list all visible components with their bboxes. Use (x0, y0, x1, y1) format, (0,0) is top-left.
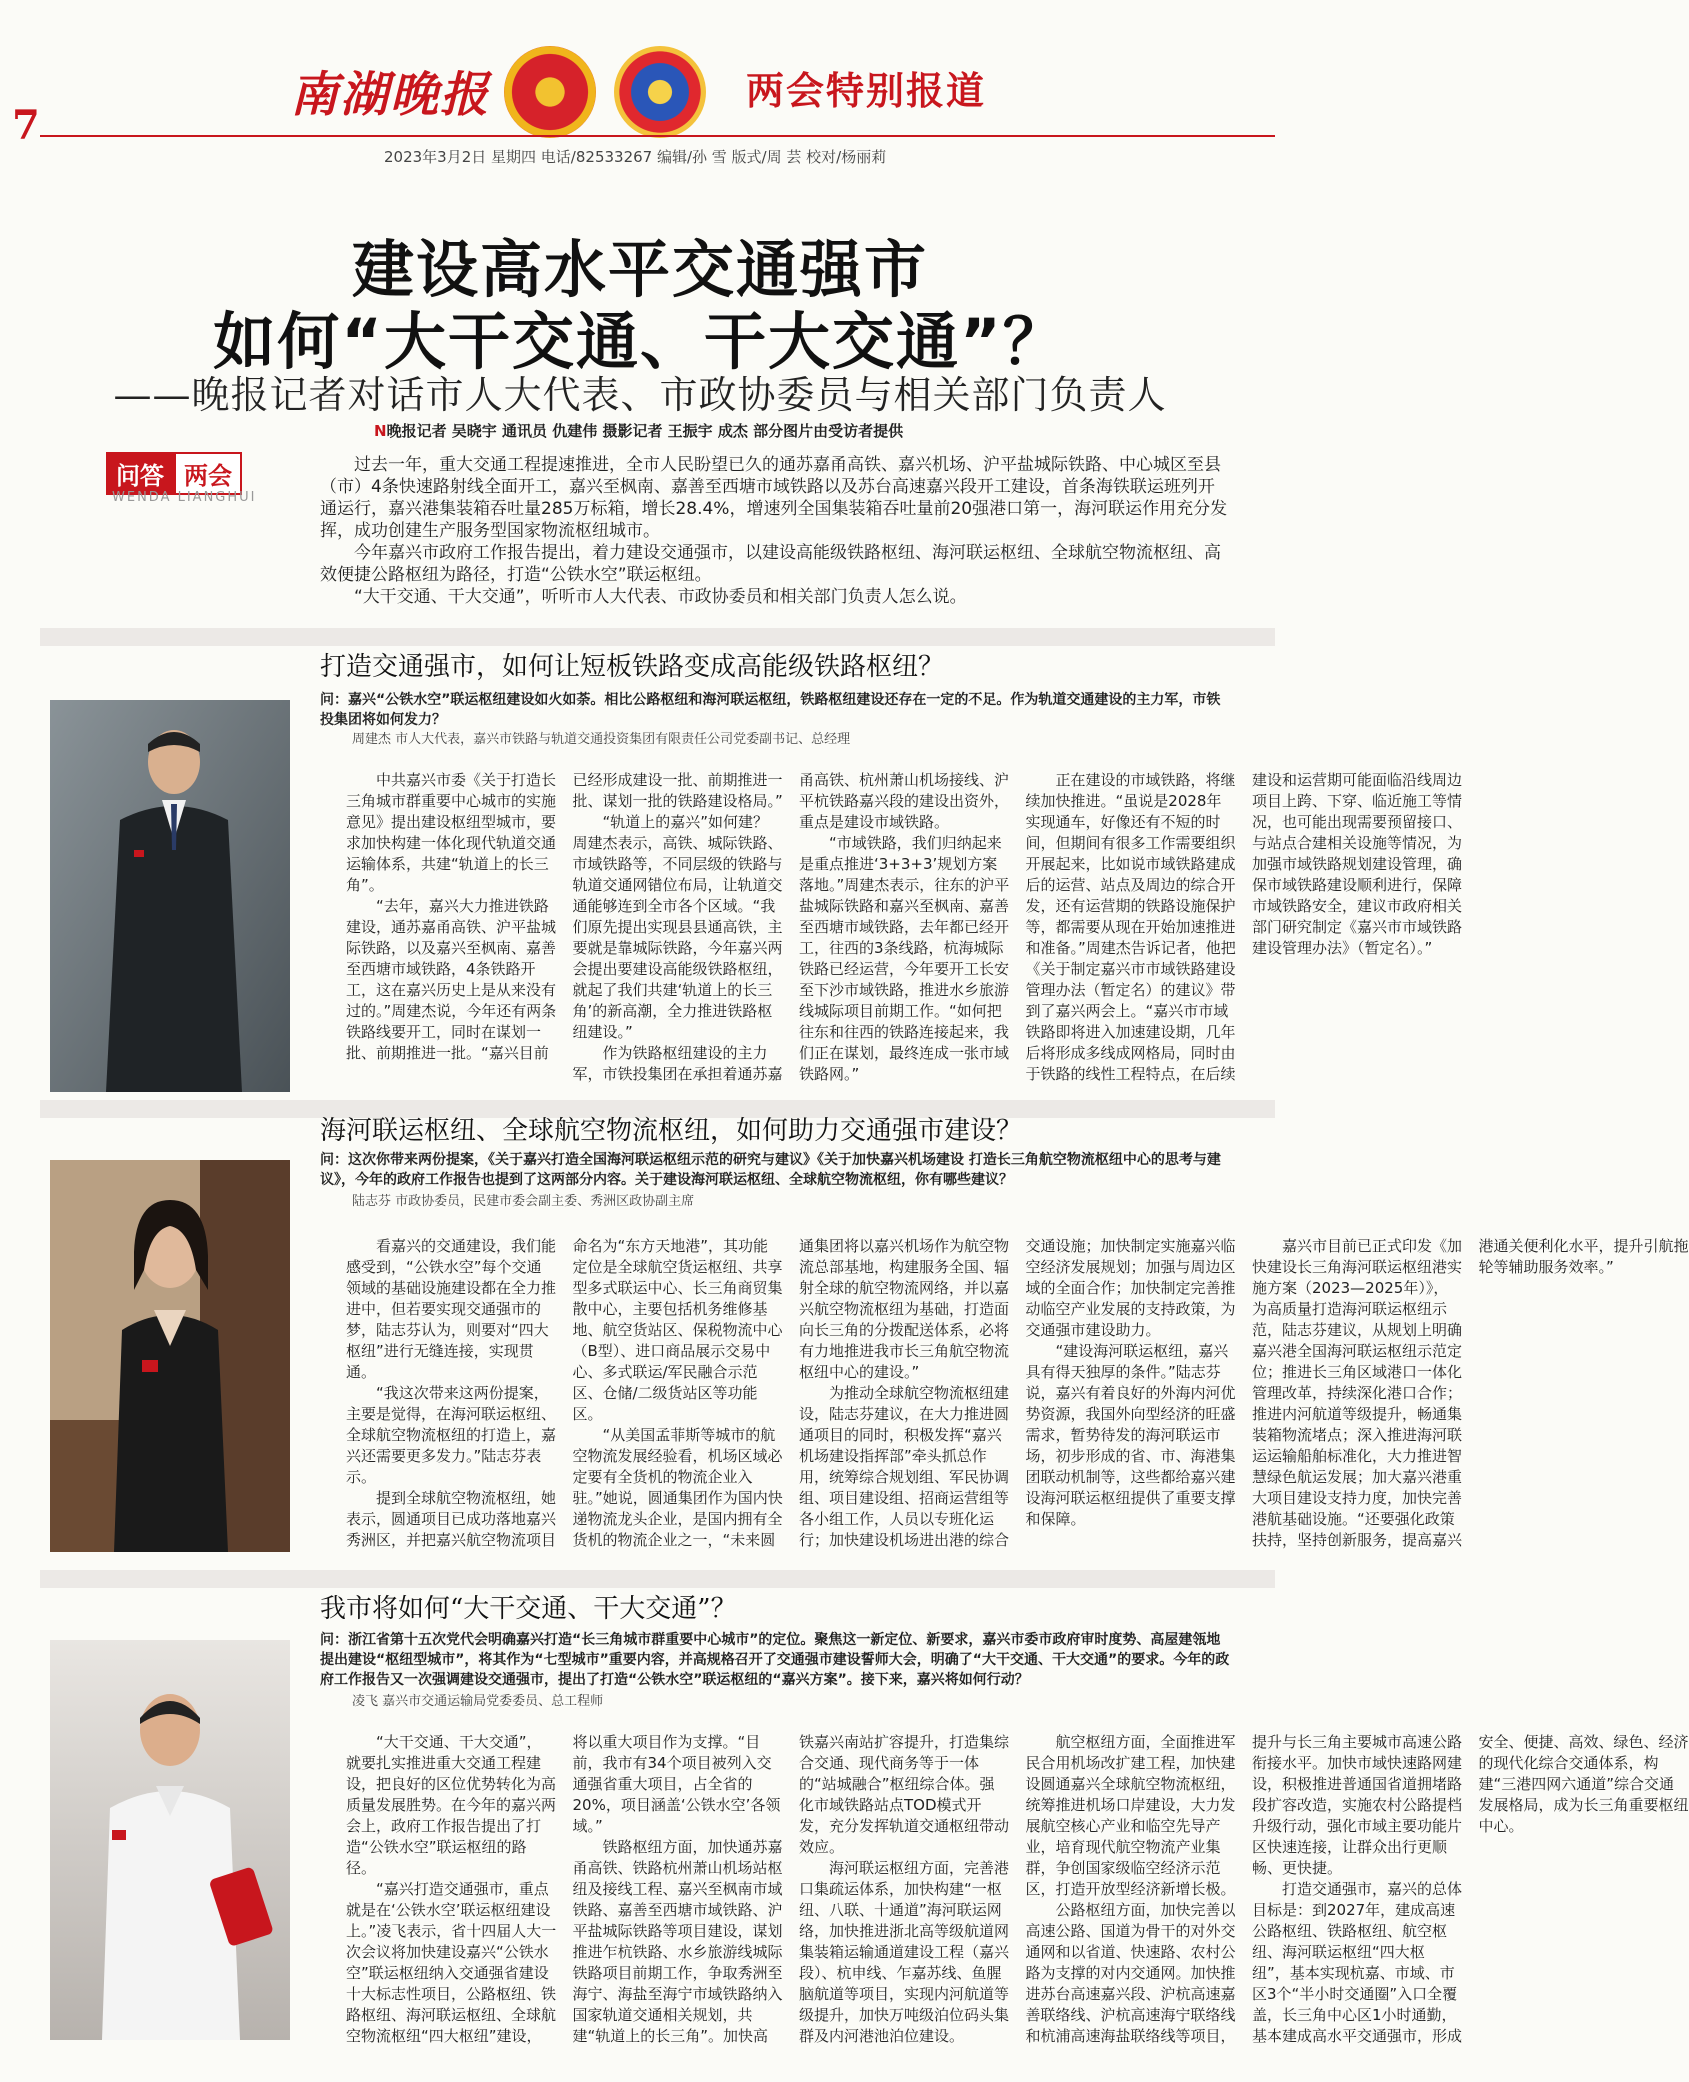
newspaper-logo: 南湖晚报 (290, 67, 491, 123)
byline-text: 晚报记者 吴晓宇 通讯员 仇建伟 摄影记者 王振宇 成杰 部分图片由受访者提供 (386, 422, 904, 440)
body-paragraph: “市域铁路，我们归纳起来是重点推进‘3+3+3’规划方案落地。”周建杰表示，往东的沪平盐城际铁路和嘉兴至枫南、嘉善至西塘市域铁路，去年都已经开工，往西的3条线路，杭海城际铁路已经运营，今年要开工长安至下沙市域铁路，推进水乡旅游线城际项目前期工作。“如何把往东和往西的铁路连接起来，我们正在谋划，最终连成一张市域铁路网。” (799, 834, 1010, 1083)
column-tag-part2: 两会 (174, 452, 242, 495)
headline-subtitle: ——晚报记者对话市人大代表、市政协委员与相关部门负责人 (113, 373, 1167, 417)
section-divider (40, 628, 1275, 646)
section-title-1: 打造交通强市，如何让短板铁路变成高能级铁路枢纽？ (320, 652, 945, 682)
column-tag-pinyin: WENDA LIANGHUI (112, 490, 257, 505)
section-body-3 (346, 1732, 1689, 2067)
section-title: 两会特别报道 (746, 69, 987, 113)
body-paragraph: 打造交通强市，嘉兴的总体目标是：到2027年，建成高速公路枢纽、铁路枢纽、航空枢纽、海河联运枢纽“四大枢纽”，基本实现杭嘉、市域、市区3个“半小时交通圈”入口全覆盖，长三角中心区1小时通勤，基本建成高水平交通强市，形成安全、便捷、高效、绿色、经济的现代化综合交通体系，构建“三港四网六通道”综合交通发展格局，成为长三角重要枢纽中心。 (1252, 1733, 1689, 2045)
section-body-1 (346, 770, 1463, 1096)
dateline: 2023年3月2日 星期四 电话/82533267 编辑/孙 雪 版式/周 芸 校对/杨丽莉 (384, 148, 887, 166)
intro-paragraph: “大干交通、干大交通”，听听市人大代表、市政协委员和相关部门负责人怎么说。 (354, 587, 967, 607)
column-tag-part1: 问答 (106, 452, 174, 495)
body-paragraph: “大干交通、干大交通”，就要扎实推进重大交通工程建设，把良好的区位优势转化为高质量发展胜势。在今年的嘉兴两会上，政府工作报告提出了打造“公铁水空”联运枢纽的路径。 (346, 1733, 557, 1877)
body-paragraph: “去年，嘉兴大力推进铁路建设，通苏嘉甬高铁、沪平盐城际铁路，以及嘉兴至枫南、嘉善至西塘市域铁路，4条铁路开工，这在嘉兴历史上是从来没有过的。”周建杰说，今年还有两条铁路线要开工，同时在谋划一批、前期推进一批。“嘉兴目前已经形成建设一批、前期推进一批、谋划一批的铁路建设格局。” (346, 771, 783, 1062)
section-question-1: 问：嘉兴“公铁水空”联运枢纽建设如火如荼。相比公路枢纽和海河联运枢纽，铁路枢纽建设还存在一定的不足。作为轨道交通建设的主力军，市铁投集团将如何发力？ (320, 692, 1221, 728)
section-question-2: 问：这次你带来两份提案，《关于嘉兴打造全国海河联运枢纽示范的研究与建议》《关于加快嘉兴机场建设 打造长三角航空物流枢纽中心的思考与建议》，今年的政府工作报告也提到了这两部分内容。关于建设海河联运枢纽、全球航空物流枢纽，你有哪些建议？ (320, 1152, 1221, 1188)
section-question-3: 问：浙江省第十五次党代会明确嘉兴打造“长三角城市群重要中心城市”的定位。聚焦这一新定位、新要求，嘉兴市委市政府审时度势、高屋建瓴地提出建设“枢纽型城市”，将其作为“七型城市”重要内容，并高规格召开了交通强市建设誓师大会，明确了“大干交通、干大交通”的要求。今年的政府工作报告又一次强调建设交通强市，提出了打造“公铁水空”联运枢纽的“嘉兴方案”。接下来，嘉兴将如何行动？ (320, 1632, 1230, 1688)
section-body-2 (346, 1236, 1689, 1566)
cppcc-emblem-icon (614, 46, 706, 138)
body-paragraph: 中共嘉兴市委《关于打造长三角城市群重要中心城市的实施意见》提出建设枢纽型城市，要求加快构建一体化现代轨道交通运输体系，共建“轨道上的长三角”。 (346, 771, 557, 894)
body-paragraph: “轨道上的嘉兴”如何建？周建杰表示，高铁、城际铁路、市域铁路等，不同层级的铁路与轨道交通网错位布局，让轨道交通能够连到全市各个区域。“我们原先提出实现县县通高铁，主要就是靠城际铁路，今年嘉兴两会提出要建设高能级铁路枢纽，就起了我们共建‘轨道上的长三角’的新高潮，全力推进铁路枢纽建设。” (572, 813, 783, 1041)
intro-paragraph: 今年嘉兴市政府工作报告提出，着力建设交通强市，以建设高能级铁路枢纽、海河联运枢纽、全球航空物流枢纽、高效便捷公路枢纽为路径，打造“公铁水空”联运枢纽。 (320, 543, 1221, 585)
body-paragraph: “嘉兴打造交通强市，重点就是在‘公铁水空’联运枢纽建设上。”凌飞表示，省十四届人大一次会议将加快建设嘉兴“公铁水空”联运枢纽纳入交通强省建设十大标志性项目，公路枢纽、铁路枢纽、海河联运枢纽、全球航空物流枢纽“四大枢纽”建设，将以重大项目作为支撑。“目前，我市有34个项目被列入交通强省重大项目，占全省的20%，项目涵盖‘公铁水空’各领域。” (346, 1733, 781, 2045)
body-paragraph: 海河联运枢纽方面，完善港口集疏运体系，加快构建“一枢纽、八联、十通道”海河联运网络，加快推进浙北高等级航道网集装箱运输通道建设工程（嘉兴段）、杭申线、乍嘉苏线、鱼腥脑航道等项目，实现内河航道等级提升，加快万吨级泊位码头集群及内河港池泊位建设。 (799, 1859, 1010, 2045)
interviewee-3: 凌飞 嘉兴市交通运输局党委委员、总工程师 (352, 1694, 604, 1709)
portrait-photo-1 (50, 700, 290, 1092)
intro (320, 454, 1230, 608)
section-title-2: 海河联运枢纽、全球航空物流枢纽，如何助力交通强市建设？ (320, 1116, 1023, 1146)
portrait-photo-2 (50, 1160, 290, 1552)
body-paragraph: “建设海河联运枢纽，嘉兴具有得天独厚的条件。”陆志芬说，嘉兴有着良好的外海内河优势资源，我国外向型经济的旺盛需求，暂势待发的海河联运市场，初步形成的省、市、海港集团联动机制等，这些都给嘉兴建设海河联运枢纽提供了重要支撑和保障。 (1025, 1342, 1236, 1528)
column-tag (106, 452, 242, 495)
body-paragraph: 提到全球航空物流枢纽，她表示，圆通项目已成功落地嘉兴秀洲区，并把嘉兴航空物流项目命名为“东方天地港”，其功能定位是全球航空货运枢纽、共享型多式联运中心、长三角商贸集散中心，主要包括机务维修基地、航空货站区、保税物流中心（B型）、进口商品展示交易中心、多式联运/军民融合示范区、仓储/二级货站区等功能区。 (346, 1237, 783, 1549)
body-paragraph: 为推动全球航空物流枢纽建设，陆志芬建议，在大力推进圆通项目的同时，积极发挥“嘉兴机场建设指挥部”牵头抓总作用，统筹综合规划组、军民协调组、项目建设组、招商运营组等各小组工作，人员以专班化运行；加快建设机场进出港的综合交通设施；加快制定实施嘉兴临空经济发展规划；加强与周边区域的全面合作；加快制定完善推动临空产业发展的支持政策，为交通强市建设助力。 (799, 1237, 1236, 1549)
body-paragraph: 作为铁路枢纽建设的主力军，市铁投集团在承担着通苏嘉甬高铁、杭州萧山机场接线、沪平杭铁路嘉兴段的建设出资外，重点是建设市域铁路。 (572, 771, 1010, 1083)
body-paragraph: “我这次带来这两份提案，主要是觉得，在海河联运枢纽、全球航空物流枢纽的打造上，嘉兴还需要更多发力。”陆志芬表示。 (346, 1384, 557, 1486)
body-paragraph: 看嘉兴的交通建设，我们能感受到，“公铁水空”每个交通领域的基础设施建设都在全力推进中，但若要实现交通强市的梦，陆志芬认为，则要对“四大枢纽”进行无缝连接，实现贯通。 (346, 1237, 557, 1381)
body-paragraph: 航空枢纽方面，全面推进军民合用机场改扩建工程，加快建设圆通嘉兴全球航空物流枢纽，统筹推进机场口岸建设，大力发展航空核心产业和临空先导产业，培育现代航空物流产业集群，争创国家级临空经济示范区，打造开放型经济新增长极。 (1025, 1733, 1236, 1898)
body-paragraph: 铁路枢纽方面，加快通苏嘉甬高铁、铁路杭州萧山机场站枢纽及接线工程、嘉兴至枫南市域铁路、嘉善至西塘市域铁路、沪平盐城际铁路等项目建设，谋划推进乍杭铁路、水乡旅游线城际铁路项目前期工作，争取秀洲至海宁、海盐至海宁市域铁路纳入国家轨道交通相关规划，共建“轨道上的长三角”。加快高铁嘉兴南站扩容提升，打造集综合交通、现代商务等于一体的“站城融合”枢纽综合体。强化市域铁路站点TOD模式开发，充分发挥轨道交通枢纽带动效应。 (572, 1733, 1010, 2045)
intro-paragraph: 过去一年，重大交通工程提速推进，全市人民盼望已久的通苏嘉甬高铁、嘉兴机场、沪平盐城际铁路、中心城区至县（市）4条快速路射线全面开工，嘉兴至枫南、嘉善至西塘市域铁路以及苏台高速嘉兴段开工建设，首条海铁联运班列开通运行，嘉兴港集装箱吞吐量285万标箱，增长28.4%，增速列全国集装箱吞吐量前20强港口第一，海河联运作用充分发挥，成功创建生产服务型国家物流枢纽城市。 (320, 455, 1228, 541)
portrait-photo-3 (50, 1640, 290, 2040)
body-paragraph: “从美国孟菲斯等城市的航空物流发展经验看，机场区域必定要有全货机的物流企业入驻。”她说，圆通集团作为国内快递物流龙头企业，是国内拥有全货机的物流企业之一，“未来圆通集团将以嘉兴机场作为航空物流总部基地，构建服务全国、辐射全球的航空物流网络，并以嘉兴航空物流枢纽为基础，打造面向长三角的分拨配送体系，必将有力地推进我市长三角航空物流枢纽中心的建设。” (572, 1237, 1010, 1549)
interviewee-1: 周建杰 市人大代表，嘉兴市铁路与轨道交通投资集团有限责任公司党委副书记、总经理 (352, 732, 851, 747)
section-title-3: 我市将如何“大干交通、干大交通”？ (320, 1594, 737, 1624)
body-paragraph: 正在建设的市域铁路，将继续加快推进。“虽说是2028年实现通车，好像还有不短的时间，但期间有很多工作需要组织开展起来，比如说市域铁路建成后的运营、站点及周边的综合开发，还有运营期的铁路设施保护等，都需要从现在开始加速推进和准备。”周建杰告诉记者，他把《关于制定嘉兴市市域铁路建设管理办法（暂定名）的建议》带到了嘉兴两会上。“嘉兴市市域铁路即将进入加速建设期，几年后将形成多线成网格局，同时由于铁路的线性工程特点，在后续建设和运营期可能面临沿线周边项目上跨、下穿、临近施工等情况，也可能出现需要预留接口、与站点合建相关设施等情况，为加强市域铁路规划建设管理，确保市域铁路建设顺利进行，保障市域铁路安全，建议市政府相关部门研究制定《嘉兴市市域铁路建设管理办法》（暂定名）。” (1025, 771, 1463, 1083)
section-divider (40, 1570, 1275, 1588)
body-paragraph: 公路枢纽方面，加快完善以高速公路、国道为骨干的对外交通网和以省道、快速路、农村公路为支撑的对内交通网。加快推进苏台高速嘉兴段、沪杭高速嘉善联络线、沪杭高速海宁联络线和杭浦高速海盐联络线等项目，提升与长三角主要城市高速公路衔接水平。加快市域快速路网建设，积极推进普通国省道拥堵路段扩容改造，实施农村公路提档升级行动，强化市域主要功能片区快速连接，让群众出行更顺畅、更快捷。 (1025, 1733, 1463, 2045)
headline-line1: 建设高水平交通强市 (351, 233, 928, 306)
headline-line2: 如何“大干交通、干大交通”？ (213, 305, 1067, 378)
header-rule (40, 135, 1275, 137)
byline (374, 420, 903, 441)
interviewee-2: 陆志芬 市政协委员，民建市委会副主委、秀洲区政协副主席 (352, 1194, 695, 1209)
page-number: 7 (12, 102, 40, 149)
national-emblem-icon (504, 46, 596, 138)
body-paragraph: 嘉兴市目前已正式印发《加快建设长三角海河联运枢纽港实施方案（2023—2025年）》，为高质量打造海河联运枢纽示范，陆志芬建议，从规划上明确嘉兴港全国海河联运枢纽示范定位；推进长三角区域港口一体化管理改革，持续深化港口合作；推进内河航道等级提升，畅通集装箱物流堵点；深入推进海河联运运输船舶标准化，大力推进智慧绿色航运发展；加大嘉兴港重大项目建设支持力度，加快完善港航基础设施。“还要强化政策扶持，坚持创新服务，提高嘉兴港通关便利化水平，提升引航拖轮等辅助服务效率。” (1252, 1237, 1689, 1549)
byline-mark: N (374, 422, 387, 440)
